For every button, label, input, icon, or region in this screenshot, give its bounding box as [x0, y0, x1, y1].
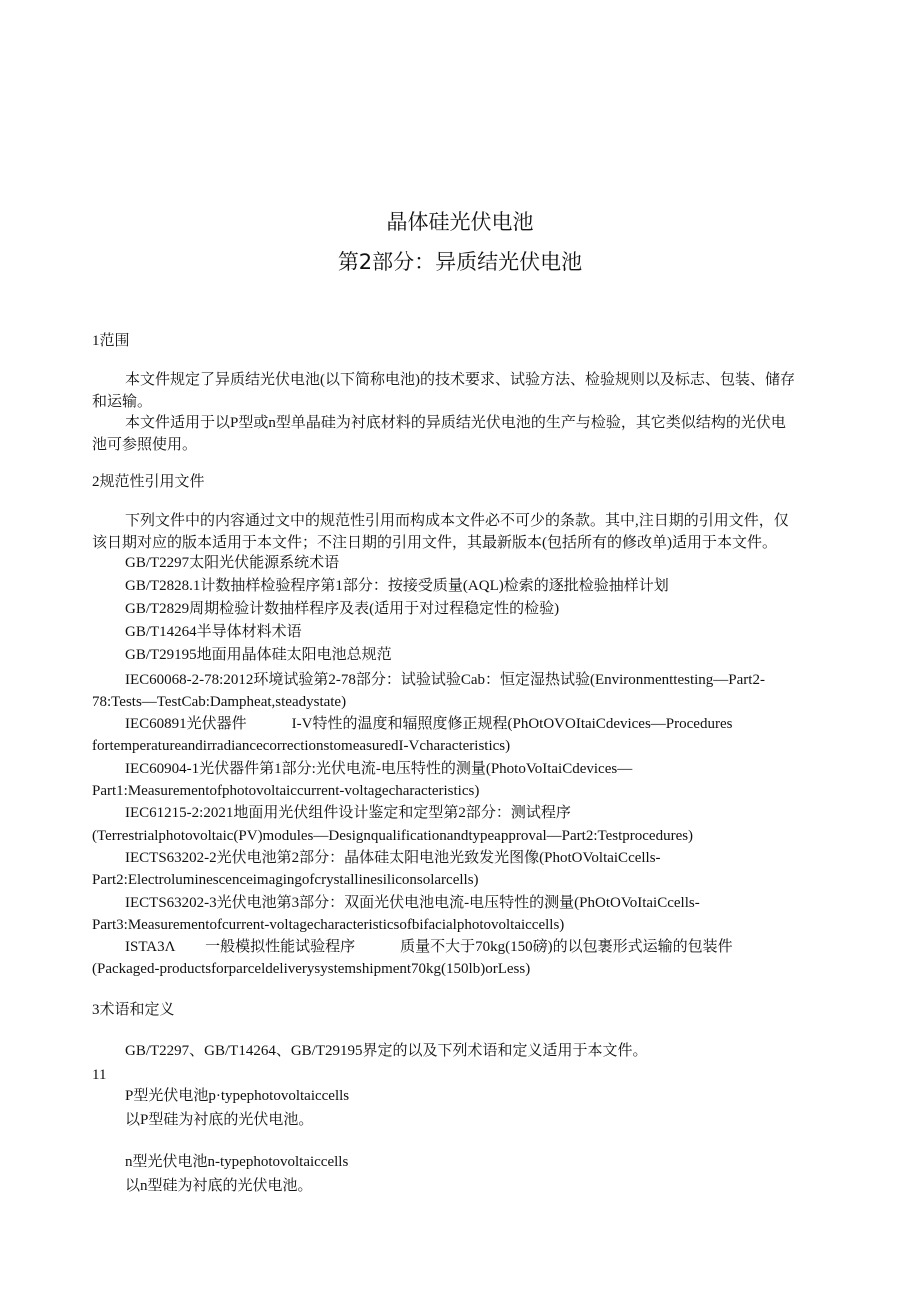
- reference-item: IECTS63202-2光伏电池第2部分：晶体硅太阳电池光致发光图像(PhotOVoltaiCcells-: [125, 850, 661, 866]
- paragraph-line: 本文件适用于以P型或n型单晶硅为衬底材料的异质结光伏电池的生产与检验，其它类似结构的光伏电: [125, 415, 786, 431]
- paragraph-line: 下列文件中的内容通过文中的规范性引用而构成本文件必不可少的条款。其中,注日期的引用文件，仅: [125, 513, 789, 529]
- doc-title: 晶体硅光伏电池: [386, 210, 534, 234]
- paragraph-line: GB/T2297、GB/T14264、GB/T29195界定的以及下列术语和定义适用于本文件。: [125, 1043, 648, 1059]
- reference-item: IEC61215-2:2021地面用光伏组件设计鉴定和定型第2部分：测试程序: [125, 805, 571, 821]
- reference-item: GB/T2297太阳光伏能源系统术语: [125, 555, 340, 571]
- term-name: n型光伏电池n-typephotovoltaiccells: [125, 1154, 349, 1170]
- reference-item: fortemperatureandirradiancecorrectionstomeasuredI-Vcharacteristics): [92, 738, 511, 754]
- term-definition: 以n型硅为衬底的光伏电池。: [125, 1178, 313, 1194]
- section-heading: 3术语和定义: [92, 1002, 175, 1018]
- reference-item: (Packaged-productsforparceldeliverysystemshipment70kg(150lb)orLess): [92, 961, 531, 977]
- reference-item: Part3:Measurementofcurrent-voltagecharacteristicsofbifacialphotovoltaiccells): [92, 917, 565, 933]
- paragraph-line: 池可参照使用。: [92, 437, 198, 453]
- reference-item: GB/T29195地面用晶体硅太阳电池总规范: [125, 647, 392, 663]
- reference-item: IEC60068-2-78:2012环境试验第2-78部分：试验试验Cab：恒定湿热试验(Environmenttesting—Part2-: [125, 672, 765, 688]
- reference-item: IECTS63202-3光伏电池第3部分：双面光伏电池电流-电压特性的测量(PhOtOVoItaiCcells-: [125, 895, 700, 911]
- term-name: P型光伏电池p·typephotovoltaiccells: [125, 1088, 350, 1104]
- paragraph-line: 该日期对应的版本适用于本文件；不注日期的引用文件，其最新版本(包括所有的修改单)适用于本文件。: [92, 535, 777, 551]
- reference-item: GB/T2828.1计数抽样检验程序第1部分：按接受质量(AQL)检索的逐批检验抽样计划: [125, 578, 669, 594]
- section-heading: 1范围: [92, 333, 130, 349]
- term-number: 11: [92, 1067, 107, 1083]
- reference-item: GB/T14264半导体材料术语: [125, 624, 302, 640]
- reference-item: (Terrestrialphotovoltaic(PV)modules—Designqualificationandtypeapproval—Part2:Testprocedures): [92, 828, 694, 844]
- reference-item: Part1:Measurementofphotovoltaiccurrent-voltagecharacteristics): [92, 783, 480, 799]
- reference-item: Part2:Electroluminescenceimagingofcrystallinesiliconsolarcells): [92, 872, 479, 888]
- paragraph-line: 和运输。: [92, 394, 153, 410]
- reference-item: ISTA3Λ 一般模拟性能试验程序 质量不大于70kg(150磅)的以包裹形式运输的包装件: [125, 939, 733, 955]
- reference-item: IEC60904-1光伏器件第1部分:光伏电流-电压特性的测量(PhotoVoItaiCdevices—: [125, 761, 633, 777]
- reference-item: GB/T2829周期检验计数抽样程序及表(适用于对过程稳定性的检验): [125, 601, 560, 617]
- reference-item: IEC60891光伏器件 I-V特性的温度和辐照度修正规程(PhOtOVOItaiCdevices—Procedures: [125, 716, 733, 732]
- term-definition: 以P型硅为衬底的光伏电池。: [125, 1112, 314, 1128]
- reference-item: 78:Tests—TestCab:Dampheat,steadystate): [92, 694, 347, 710]
- paragraph-line: 本文件规定了异质结光伏电池(以下简称电池)的技术要求、试验方法、检验规则以及标志、包装、储存: [125, 372, 795, 388]
- section-heading: 2规范性引用文件: [92, 474, 205, 490]
- doc-subtitle: 第2部分：异质结光伏电池: [337, 250, 583, 274]
